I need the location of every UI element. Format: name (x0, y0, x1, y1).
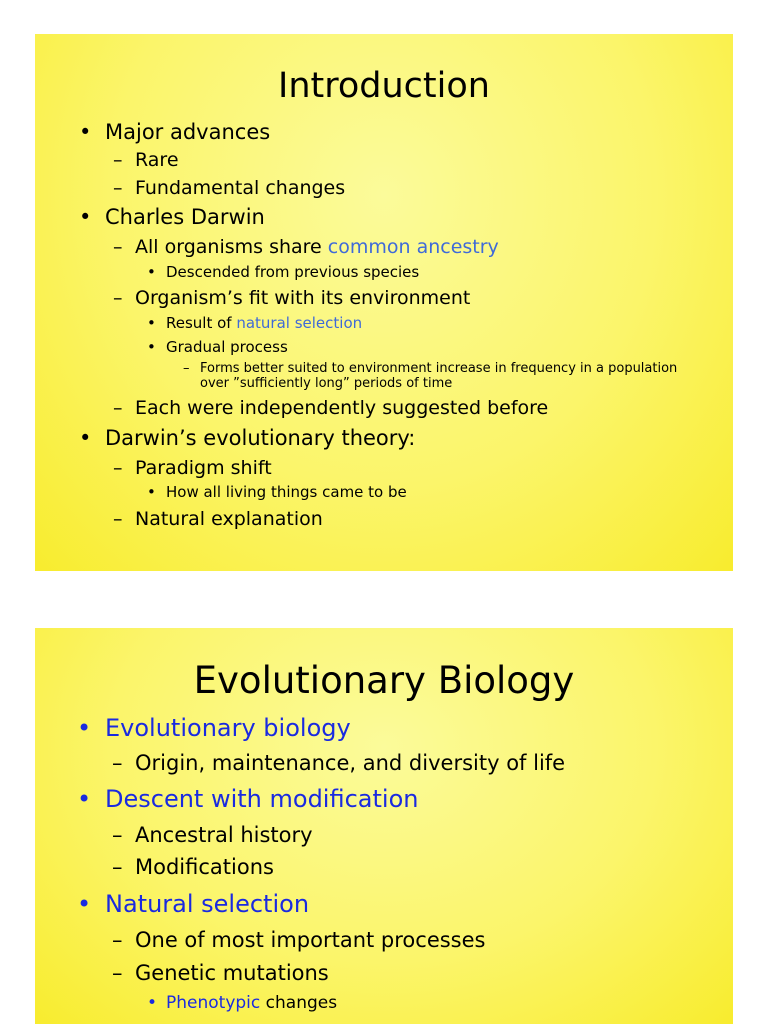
item-text: changes (260, 993, 338, 1013)
bullet-marker: • (77, 785, 92, 813)
list-item: Charles Darwin (105, 205, 265, 229)
highlight-term: common ancestry (327, 236, 499, 258)
list-item: How all living things came to be (166, 483, 407, 501)
list-item: Descended from previous species (166, 263, 420, 281)
dash-marker: – (112, 751, 123, 775)
list-item: Forms better suited to environment increase in frequency in a population (200, 361, 678, 376)
dash-marker: – (112, 823, 123, 847)
list-item: Major advances (105, 120, 271, 144)
list-item (166, 316, 362, 331)
list-item: Paradigm shift (135, 457, 272, 479)
slide-evolutionary-biology (35, 628, 733, 1024)
bullet-marker: • (77, 890, 92, 918)
list-item (166, 995, 337, 1012)
list-item: Origin, maintenance, and diversity of life (135, 751, 566, 775)
dash-marker: – (112, 855, 123, 879)
dash-marker: – (113, 177, 123, 199)
list-item: Each were independently suggested before (135, 397, 549, 419)
highlight-term: Phenotypic (166, 993, 261, 1013)
list-item: Gradual process (166, 338, 288, 356)
list-item: One of most important processes (135, 928, 486, 952)
highlight-term: natural selection (236, 314, 363, 332)
list-item: Descent with modification (105, 785, 419, 813)
list-item: Evolutionary biology (105, 714, 351, 742)
list-item: Organism’s fit with its environment (135, 287, 471, 309)
list-item: Genetic mutations (135, 961, 329, 985)
dash-marker: – (113, 287, 123, 309)
dash-marker: – (113, 508, 123, 530)
list-item-continuation: over ”sufficiently long” periods of time (200, 376, 453, 391)
list-item (135, 238, 499, 257)
list-item: Fundamental changes (135, 177, 346, 199)
dash-marker: – (183, 361, 190, 376)
dash-marker: – (112, 961, 123, 985)
bullet-marker: • (147, 314, 156, 332)
bullet-marker: • (147, 993, 158, 1013)
item-text: All organisms share (135, 236, 328, 258)
item-text: Result of (166, 314, 237, 332)
bullet-marker: • (79, 205, 92, 229)
bullet-marker: • (147, 483, 156, 501)
bullet-marker: • (147, 338, 156, 356)
dash-marker: – (112, 928, 123, 952)
list-item: Ancestral history (135, 823, 313, 847)
slide-title: Introduction (278, 66, 490, 106)
bullet-marker: • (147, 263, 156, 281)
list-item: Natural explanation (135, 508, 323, 530)
list-item: Rare (135, 149, 179, 171)
dash-marker: – (113, 149, 123, 171)
list-item: Darwin’s evolutionary theory: (105, 426, 416, 450)
dash-marker: – (113, 457, 123, 479)
bullet-marker: • (79, 120, 92, 144)
bullet-marker: • (79, 426, 92, 450)
slide-title: Evolutionary Biology (193, 659, 575, 702)
dash-marker: – (113, 236, 123, 258)
list-item: Natural selection (105, 890, 310, 918)
list-item: Modifications (135, 855, 274, 879)
slide-introduction (35, 34, 733, 571)
bullet-marker: • (77, 714, 92, 742)
dash-marker: – (113, 397, 123, 419)
